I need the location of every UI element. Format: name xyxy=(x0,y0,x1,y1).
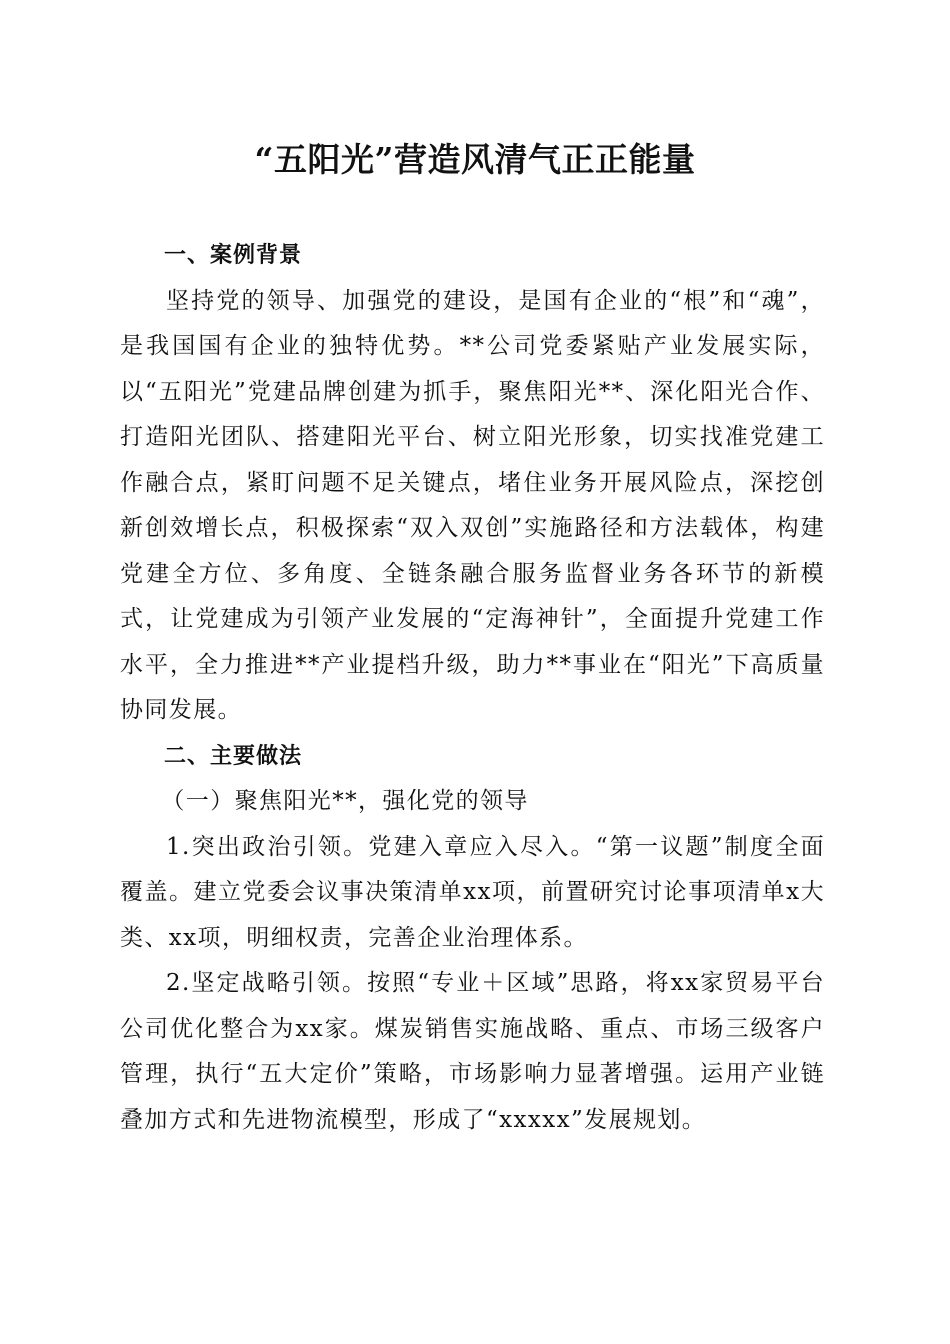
practice-item-1: 1.突出政治引领。党建入章应入尽入。“第一议题”制度全面覆盖。建立党委会议事决策清单xx项，前置研究讨论事项清单x大类、xx项，明细权责，完善企业治理体系。 xyxy=(120,833,825,951)
section-heading-background: 一、案例背景 xyxy=(164,243,303,268)
document-title: “五阳光”营造风清气正正能量 xyxy=(254,140,696,179)
background-paragraph: 坚持党的领导、加强党的建设，是国有企业的“根”和“魂”，是我国国有企业的独特优势。**公司党委紧贴产业发展实际，以“五阳光”党建品牌创建为抓手，聚焦阳光**、深化阳光合作、打造阳光团队、搭建阳光平台、树立阳光形象，切实找准党建工作融合点，紧盯问题不足关键点，堵住业务开展风险点，深挖创新创效增长点，积极探索“双入双创”实施路径和方法载体，构建党建全方位、多角度、全链条融合服务监督业务各环节的新模式，让党建成为引领产业发展的“定海神针”，全面提升党建工作水平，全力推进**产业提档升级，助力**事业在“阳光”下高质量协同发展。 xyxy=(120,287,825,723)
subsection-heading: （一）聚焦阳光**，强化党的领导 xyxy=(161,788,529,814)
practice-item-2: 2.坚定战略引领。按照“专业＋区域”思路，将xx家贸易平台公司优化整合为xx家。煤炭销售实施战略、重点、市场三级客户管理，执行“五大定价”策略，市场影响力显著增强。运用产业链叠加方式和先进物流模型，形成了“xxxxx”发展规划。 xyxy=(120,970,825,1133)
document-body xyxy=(120,233,825,1143)
section-heading-main-practices: 二、主要做法 xyxy=(164,743,303,769)
